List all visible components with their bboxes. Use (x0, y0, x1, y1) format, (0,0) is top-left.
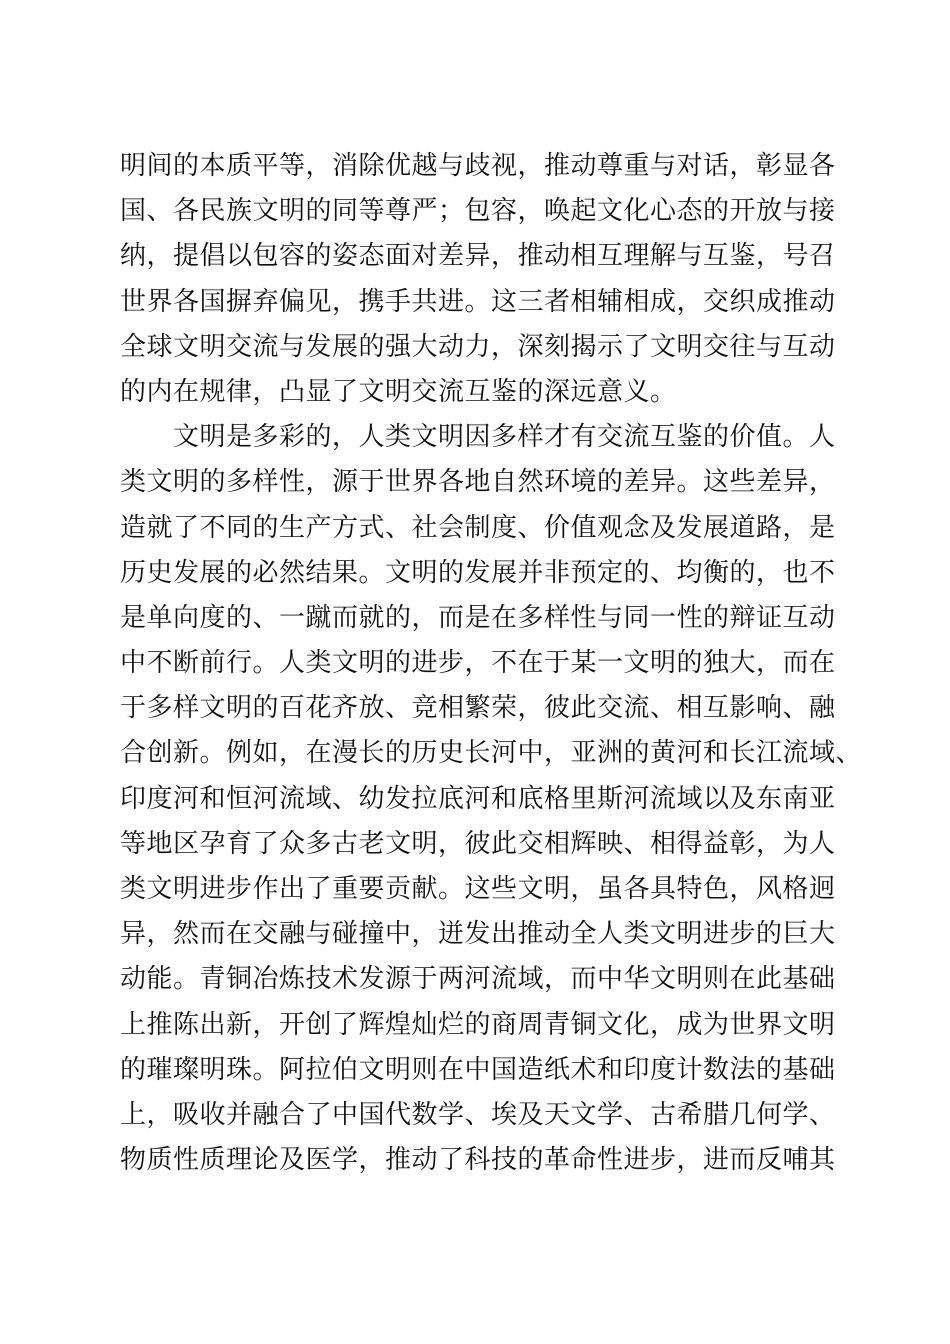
text-line: 明间的本质平等，消除优越与歧视，推动尊重与对话，彰显各 (120, 151, 836, 181)
text-line: 物质性质理论及医学，推动了科技的革命性进步，进而反哺其 (120, 1145, 836, 1176)
text-line: 动能。青铜冶炼技术发源于两河流域，而中华文明则在此基础 (120, 964, 836, 995)
text-line: 异，然而在交融与碰撞中，迸发出推动全人类文明进步的巨大 (120, 919, 836, 950)
text-line: 印度河和恒河流域、幼发拉底河和底格里斯河流域以及东南亚 (120, 783, 836, 814)
text-line: 类文明进步作出了重要贡献。这些文明，虽各具特色，风格迥 (120, 874, 836, 904)
text-line: 造就了不同的生产方式、社会制度、价值观念及发展道路，是 (120, 512, 836, 543)
text-line: 文明是多彩的，人类文明因多样才有交流互鉴的价值。人 (120, 422, 836, 453)
text-line: 的内在规律，凸显了文明交流互鉴的深远意义。 (120, 376, 677, 407)
text-line: 的璀璨明珠。阿拉伯文明则在中国造纸术和印度计数法的基础 (120, 1054, 836, 1085)
body-text (120, 144, 863, 1183)
text-line: 上，吸收并融合了中国代数学、埃及天文学、古希腊几何学、 (120, 1099, 836, 1130)
text-line: 世界各国摒弃偏见，携手共进。这三者相辅相成，交织成推动 (120, 286, 836, 317)
text-line: 是单向度的、一蹴而就的，而是在多样性与同一性的辩证互动 (120, 602, 836, 633)
text-line: 中不断前行。人类文明的进步，不在于某一文明的独大，而在 (120, 648, 836, 679)
text-line: 历史发展的必然结果。文明的发展并非预定的、均衡的，也不 (120, 557, 836, 588)
text-line: 全球文明交流与发展的强大动力，深刻揭示了文明交往与互动 (120, 331, 836, 362)
text-line: 上推陈出新，开创了辉煌灿烂的商周青铜文化，成为世界文明 (120, 1009, 836, 1040)
text-line: 合创新。例如，在漫长的历史长河中，亚洲的黄河和长江流域、 (120, 738, 863, 769)
text-line: 纳，提倡以包容的姿态面对差异，推动相互理解与互鉴，号召 (120, 241, 836, 272)
text-line: 国、各民族文明的同等尊严；包容，唤起文化心态的开放与接 (120, 196, 836, 227)
text-line: 等地区孕育了众多古老文明，彼此交相辉映、相得益彰，为人 (120, 828, 836, 859)
text-line: 于多样文明的百花齐放、竞相繁荣，彼此交流、相互影响、融 (120, 693, 836, 724)
text-line: 类文明的多样性，源于世界各地自然环境的差异。这些差异， (120, 467, 836, 498)
